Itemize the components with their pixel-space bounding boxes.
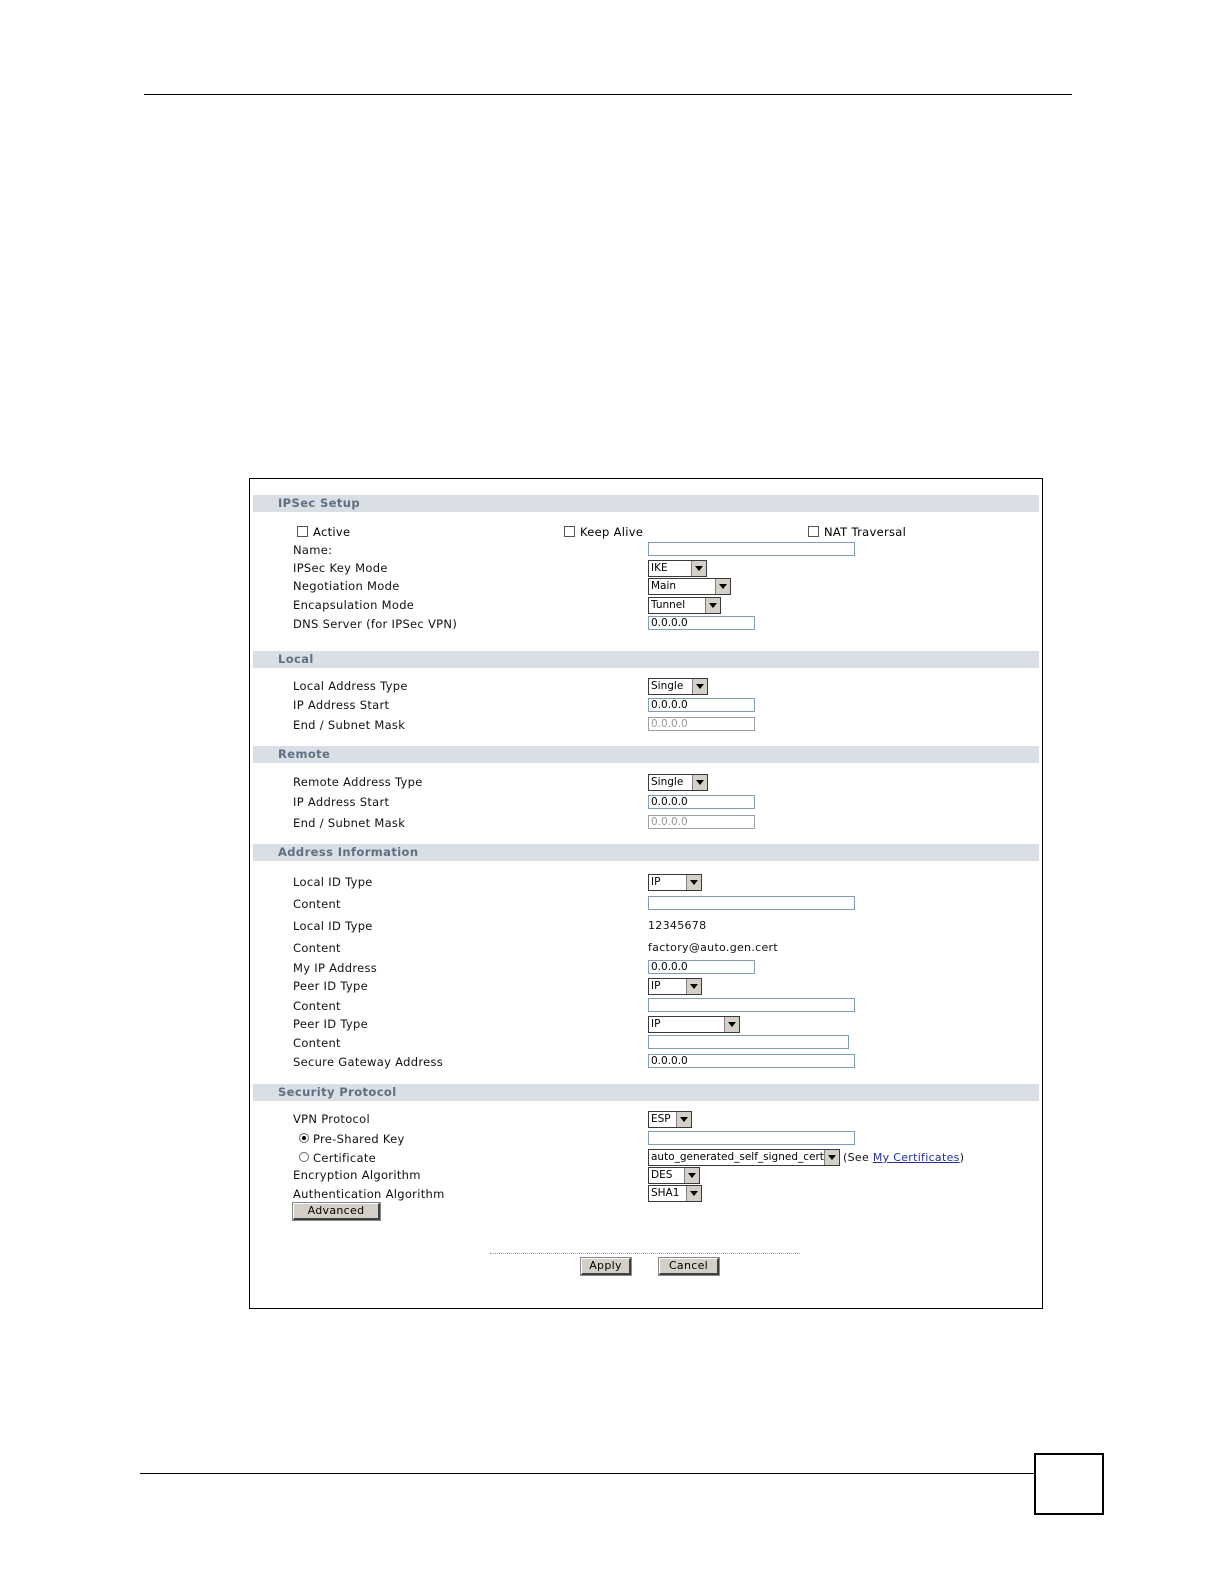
encapsulation-mode-value: Tunnel: [651, 599, 686, 611]
cancel-button[interactable]: Cancel: [659, 1258, 719, 1275]
key-mode-select[interactable]: [648, 560, 707, 577]
certificate-value: auto_generated_self_signed_cert: [651, 1151, 824, 1163]
local-address-type-select[interactable]: [648, 678, 708, 695]
pre-shared-key-label: Pre-Shared Key: [313, 1132, 405, 1146]
dns-server-input[interactable]: 0.0.0.0: [648, 616, 755, 630]
divider: [490, 1253, 800, 1254]
peer-id-type-2-label: Peer ID Type: [293, 1017, 368, 1031]
local-id-type-value: IP: [651, 876, 661, 888]
chevron-down-icon: [824, 1150, 839, 1165]
pre-shared-key-radio[interactable]: [299, 1133, 309, 1143]
chevron-down-icon: [705, 598, 720, 613]
chevron-down-icon: [684, 1168, 699, 1183]
active-checkbox[interactable]: [297, 526, 308, 537]
page-number-box: [1034, 1453, 1104, 1515]
peer-content-2-input[interactable]: [648, 1035, 849, 1049]
chevron-down-icon: [715, 579, 730, 594]
secure-gateway-label: Secure Gateway Address: [293, 1055, 444, 1069]
vpn-protocol-value: ESP: [651, 1113, 671, 1125]
local-content-label: Content: [293, 897, 341, 911]
authentication-algorithm-select[interactable]: [648, 1185, 702, 1202]
advanced-button[interactable]: Advanced: [293, 1203, 380, 1220]
section-title: Remote: [278, 747, 331, 761]
section-title: Address Information: [278, 845, 419, 859]
section-title: Security Protocol: [278, 1085, 397, 1099]
encryption-algorithm-value: DES: [651, 1169, 673, 1181]
certificate-label: Certificate: [313, 1151, 377, 1165]
pre-shared-key-input[interactable]: [648, 1131, 855, 1145]
local-ip-start-label: IP Address Start: [293, 698, 390, 712]
see-suffix: ): [959, 1151, 965, 1164]
keep-alive-checkbox[interactable]: [564, 526, 575, 537]
vpn-protocol-select[interactable]: [648, 1111, 692, 1128]
peer-id-type-2-select[interactable]: [648, 1016, 740, 1033]
apply-button[interactable]: Apply: [581, 1258, 631, 1275]
remote-address-type-label: Remote Address Type: [293, 775, 423, 789]
see-certificates-text: [843, 1151, 964, 1164]
local-ip-start-input[interactable]: 0.0.0.0: [648, 698, 755, 712]
chevron-down-icon: [686, 979, 701, 994]
secure-gateway-input[interactable]: 0.0.0.0: [648, 1054, 855, 1068]
negotiation-mode-value: Main: [651, 580, 677, 592]
negotiation-mode-select[interactable]: [648, 578, 731, 595]
name-label: Name:: [293, 543, 333, 557]
keep-alive-label: Keep Alive: [580, 525, 644, 539]
section-header-security-protocol: [253, 1084, 1039, 1101]
section-title: IPSec Setup: [278, 496, 361, 510]
authentication-algorithm-value: SHA1: [651, 1187, 680, 1199]
remote-end-mask-label: End / Subnet Mask: [293, 816, 406, 830]
authentication-algorithm-label: Authentication Algorithm: [293, 1187, 445, 1201]
chevron-down-icon: [686, 875, 701, 890]
remote-ip-start-input[interactable]: 0.0.0.0: [648, 795, 755, 809]
key-mode-label: IPSec Key Mode: [293, 561, 388, 575]
nat-traversal-label: NAT Traversal: [824, 525, 907, 539]
local-address-type-label: Local Address Type: [293, 679, 408, 693]
chevron-down-icon: [676, 1112, 691, 1127]
local-address-type-value: Single: [651, 680, 684, 692]
chevron-down-icon: [724, 1017, 739, 1032]
encryption-algorithm-label: Encryption Algorithm: [293, 1168, 421, 1182]
local-content-input[interactable]: [648, 896, 855, 910]
remote-end-mask-input[interactable]: 0.0.0.0: [648, 815, 755, 829]
remote-address-type-select[interactable]: [648, 774, 708, 791]
peer-content-2-label: Content: [293, 1036, 341, 1050]
peer-content-label: Content: [293, 999, 341, 1013]
certificate-radio[interactable]: [299, 1152, 309, 1162]
peer-id-type-2-value: IP: [651, 1018, 661, 1030]
local-id-type-label: Local ID Type: [293, 875, 373, 889]
active-label: Active: [313, 525, 351, 539]
local-id-type-2-value: 12345678: [648, 919, 707, 932]
peer-content-input[interactable]: [648, 998, 855, 1012]
chevron-down-icon: [692, 679, 707, 694]
dns-server-label: DNS Server (for IPSec VPN): [293, 617, 458, 631]
chevron-down-icon: [691, 561, 706, 576]
local-content-2-value: factory@auto.gen.cert: [648, 941, 778, 954]
ipsec-edit-panel: [249, 478, 1043, 1309]
encapsulation-mode-select[interactable]: [648, 597, 721, 614]
certificate-select[interactable]: [648, 1149, 840, 1166]
section-header-ipsec-setup: [253, 495, 1039, 512]
peer-id-type-select[interactable]: [648, 978, 702, 995]
local-content-2-label: Content: [293, 941, 341, 955]
local-end-mask-input[interactable]: 0.0.0.0: [648, 717, 755, 731]
footer-rule: [140, 1473, 1035, 1474]
my-certificates-link[interactable]: My Certificates: [872, 1151, 960, 1164]
local-id-type-2-label: Local ID Type: [293, 919, 373, 933]
header-rule: [144, 94, 1072, 95]
encapsulation-mode-label: Encapsulation Mode: [293, 598, 415, 612]
encryption-algorithm-select[interactable]: [648, 1167, 700, 1184]
see-prefix: (See: [843, 1151, 873, 1164]
section-header-local: [253, 651, 1039, 668]
peer-id-type-label: Peer ID Type: [293, 979, 368, 993]
my-ip-label: My IP Address: [293, 961, 378, 975]
local-end-mask-label: End / Subnet Mask: [293, 718, 406, 732]
section-header-remote: [253, 746, 1039, 763]
key-mode-value: IKE: [651, 562, 668, 574]
remote-ip-start-label: IP Address Start: [293, 795, 390, 809]
local-id-type-select[interactable]: [648, 874, 702, 891]
name-input[interactable]: [648, 542, 855, 556]
chevron-down-icon: [686, 1186, 701, 1201]
my-ip-input[interactable]: 0.0.0.0: [648, 960, 755, 974]
nat-traversal-checkbox[interactable]: [808, 526, 819, 537]
section-header-address-information: [253, 844, 1039, 861]
section-title: Local: [278, 652, 314, 666]
negotiation-mode-label: Negotiation Mode: [293, 579, 400, 593]
peer-id-type-value: IP: [651, 980, 661, 992]
vpn-protocol-label: VPN Protocol: [293, 1112, 371, 1126]
remote-address-type-value: Single: [651, 776, 684, 788]
chevron-down-icon: [692, 775, 707, 790]
